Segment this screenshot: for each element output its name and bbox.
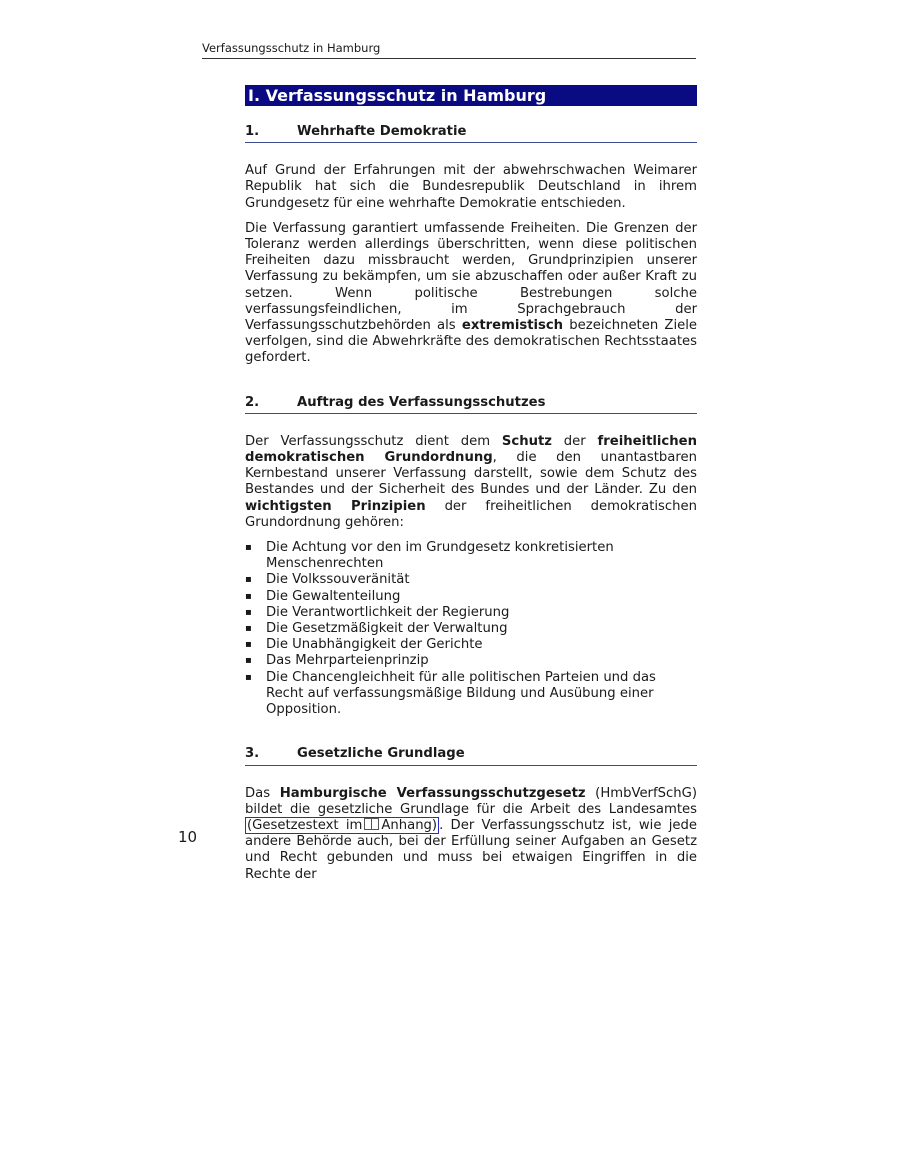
page-number: 10 xyxy=(178,828,198,846)
running-header: Verfassungsschutz in Hamburg xyxy=(202,41,696,59)
bullet-icon: ▪ xyxy=(245,590,252,602)
text-run: . Der Verfassungsschutz ist, wie jede andere Behörde auch, bei der Erfüllung seiner Aufgaben an Gesetz und Recht gebunden und muss bei etwaigen Eingriffen in die Rechte der xyxy=(245,817,697,882)
text-run: (HmbVerfSchG) bildet die gesetzliche Grundlage für die Arbeit des Landesamtes xyxy=(245,785,697,817)
list-item-text: Die Chancengleichheit für alle politischen Parteien und das Recht auf verfassungsmäßige Bildung und Ausübung einer Opposition. xyxy=(266,669,656,718)
list-item-text: Die Gesetzmäßigkeit der Verwaltung xyxy=(266,621,508,637)
text-run: Der Verfassungsschutz dient dem xyxy=(245,433,491,449)
chapter-title: I. Verfassungsschutz in Hamburg xyxy=(245,85,697,106)
bold-term: Hamburgische Verfassungsschutzgesetz xyxy=(279,785,586,801)
section-title: Wehrhafte Demokratie xyxy=(297,124,467,139)
paragraph xyxy=(245,434,697,531)
paragraph: Auf Grund der Erfahrungen mit der abwehrschwachen Weimarer Republik hat sich die Bundesrepublik Deutschland in ihrem Grundgesetz für eine wehrhafte Demokratie entschieden. xyxy=(245,163,697,211)
paragraph xyxy=(245,221,697,367)
text-run: Die Verfassung garantiert umfassende Freiheiten. Die Grenzen der Toleranz werden allerdings überschritten, wenn diese politischen Freiheiten dazu missbraucht werden, Grundprinzipien unserer Verfassung zu bekämpfen, um sie abzuschaffen oder außer Kraft zu setzen. Wenn politische Bestrebungen solche verfassungsfeindlichen, im Sprachgebrauch der Verfassungsschutzbehörden als xyxy=(245,220,697,334)
paragraph xyxy=(245,786,697,883)
list-item xyxy=(245,540,697,572)
section-heading-2 xyxy=(245,395,697,414)
link-text[interactable]: Anhang) xyxy=(381,817,438,833)
section-number: 2. xyxy=(245,394,260,410)
link-text[interactable]: (Gesetzestext im xyxy=(247,817,363,833)
bullet-icon: ▪ xyxy=(245,623,252,635)
page-content xyxy=(245,85,697,892)
bullet-icon: ▪ xyxy=(245,574,252,586)
bullet-icon: ▪ xyxy=(245,606,252,618)
section-title: Auftrag des Verfassungsschutzes xyxy=(297,394,546,410)
bullet-icon: ▪ xyxy=(245,542,252,554)
list-item-text: Die Achtung vor den im Grundgesetz konkretisierten Menschenrechten xyxy=(266,540,614,572)
list-item xyxy=(245,572,697,588)
section-number: 3. xyxy=(245,746,260,762)
bullet-icon: ▪ xyxy=(245,655,252,667)
section-heading-1 xyxy=(245,124,697,143)
section-number: 1. xyxy=(245,124,260,139)
list-item xyxy=(245,621,697,637)
section-title: Gesetzliche Grundlage xyxy=(297,746,465,762)
section-heading-3 xyxy=(245,746,697,765)
list-item xyxy=(245,637,697,653)
bold-term: Schutz xyxy=(501,433,552,449)
list-item xyxy=(245,653,697,669)
list-item xyxy=(245,589,697,605)
text-run: , die den unantastbaren Kernbestand unserer Verfassung darstellt, sowie dem Schutz des Bestandes und der Sicherheit des Bundes und der Länder. Zu den xyxy=(245,450,697,498)
bullet-icon: ▪ xyxy=(245,671,252,683)
book-icon xyxy=(364,818,379,830)
bold-term: wichtigsten Prinzipien xyxy=(245,498,426,514)
bullet-icon: ▪ xyxy=(245,639,252,651)
text-run: der xyxy=(563,433,586,449)
list-item-text: Die Unabhängigkeit der Gerichte xyxy=(266,637,483,653)
gesetzestext-link[interactable] xyxy=(245,817,439,834)
list-item-text: Die Verantwortlichkeit der Regierung xyxy=(266,604,510,620)
text-run: Das xyxy=(245,785,271,801)
list-item-text: Das Mehrparteienprinzip xyxy=(266,653,429,669)
list-item xyxy=(245,670,697,719)
list-item-text: Die Volkssouveränität xyxy=(266,572,410,588)
list-item xyxy=(245,605,697,621)
bold-term: freiheitlichen demokratischen Grundordnung xyxy=(245,433,697,466)
text-run: bezeichneten Ziele verfolgen, sind die Abwehrkräfte des demokratischen Rechtsstaates gefordert. xyxy=(245,318,697,366)
bold-term: extremistisch xyxy=(461,318,564,334)
text-run: der freiheitlichen demokratischen Grundordnung gehören: xyxy=(245,498,697,530)
list-item-text: Die Gewaltenteilung xyxy=(266,588,401,604)
principles-list xyxy=(245,540,697,718)
